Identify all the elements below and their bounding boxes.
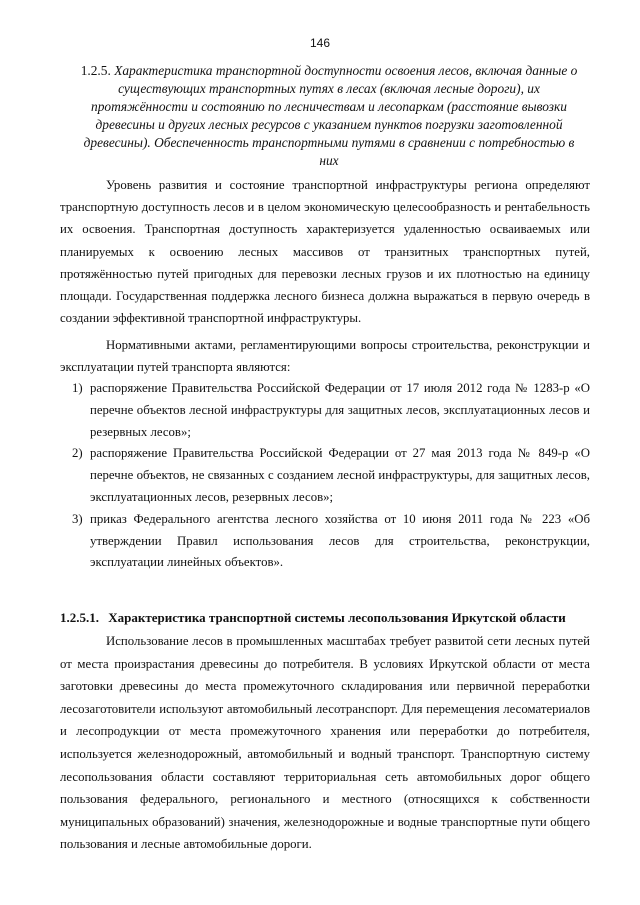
section-heading <box>78 62 580 170</box>
list-marker: 2) <box>72 446 83 461</box>
subsection-number: 1.2.5.1. <box>60 610 99 625</box>
subsection-heading <box>60 609 590 627</box>
section-number: 1.2.5. <box>80 63 111 78</box>
subsection-paragraph: Использование лесов в промышленных масштабах требует развитой сети лесных путей от места произрастания древесины до потребителя. В условиях Иркутской области от места заготовки древесины до места промежуточного складирования или первичной переработки лесозаготовители используют автомобильный лесотранспорт. Для перемещения лесоматериалов и лесопродукции от места промежуточного хранения или переработки до потребителя, используется железнодорожный, автомобильный и водный транспорт. Транспортную систему лесопользования области составляют территориальная сеть автомобильных дорог общего пользования федерального, регионального и местного (относящихся к собственности муниципальных образований) значения, железнодорожные и водные транспортные пути общего пользования и лесные автомобильные дороги. <box>60 634 590 852</box>
page-number: 146 <box>309 36 331 50</box>
list-item <box>60 378 590 443</box>
list-item-text: распоряжение Правительства Российской Федерации от 27 мая 2013 года № 849-р «О перечне объектов, не связанных с созданием лесной инфраструктуры, для защитных лесов, эксплуатационных лесов, резервных лесов»; <box>90 446 590 504</box>
acts-list <box>60 378 590 574</box>
list-item-text: приказ Федерального агентства лесного хозяйства от 10 июня 2011 года № 223 «Об утверждении Правил использования лесов для строительства, реконструкции, эксплуатации линейных объектов». <box>90 511 590 570</box>
list-marker: 3) <box>72 511 83 526</box>
list-item <box>60 443 590 508</box>
section-title: Характеристика транспортной доступности освоения лесов, включая данные о существующих транспортных путях в лесах (включая лесные дороги), их протяжённости и состоянию по лесничествам и лесопаркам (расстояние вывозки древесины и других лесных ресурсов с указанием пунктов погрузки заготовленной древесины). Обеспеченность транспортными путями в сравнении с потребностью в них <box>83 63 578 168</box>
list-item-text: распоряжение Правительства Российской Федерации от 17 июля 2012 года № 1283-р «О перечне объектов лесной инфраструктуры для защитных лесов, эксплуатационных лесов и резервных лесов»; <box>90 381 590 439</box>
subsection-title: Характеристика транспортной системы лесопользования Иркутской области <box>108 610 566 625</box>
list-marker: 1) <box>72 381 83 395</box>
acts-intro-paragraph: Нормативными актами, регламентирующими вопросы строительства, реконструкции и эксплуатации путей транспорта являются: <box>60 338 590 375</box>
list-item <box>60 509 590 574</box>
intro-paragraph: Уровень развития и состояние транспортной инфраструктуры региона определяют транспортную доступность лесов и в целом экономическую целесообразность и рентабельность их освоения. Транспортная доступность характеризуется удаленностью осваиваемых или планируемых к освоению лесных массивов от транзитных транспортных путей, протяжённостью путей пригодных для перевозки лесных грузов и их плотностью на единицу площади. Государственная поддержка лесного бизнеса должна выражаться в первую очередь в создании эффективной транспортной инфраструктуры. <box>60 178 590 326</box>
